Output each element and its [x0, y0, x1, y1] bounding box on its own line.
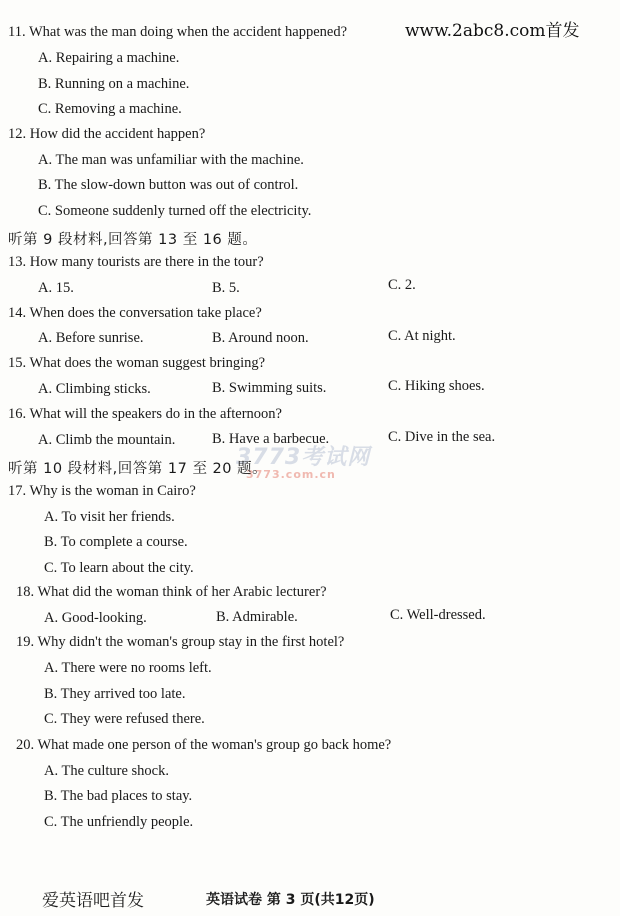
option-15b: B. Swimming suits.	[212, 380, 327, 396]
question-text: What was the man doing when the accident happened?	[28, 24, 348, 40]
question-number: 14.	[8, 305, 27, 321]
option-12b: B. The slow-down button was out of control.	[38, 177, 299, 193]
option-20b: B. The bad places to stay.	[44, 788, 193, 804]
option-17b: B. To complete a course.	[44, 534, 188, 550]
option-11b: B. Running on a machine.	[38, 76, 190, 92]
option-13c: C. 2.	[388, 277, 416, 293]
question-12	[8, 126, 205, 143]
question-number: 15.	[8, 355, 27, 371]
question-number: 18.	[16, 584, 35, 600]
option-16a: A. Climb the mountain.	[38, 432, 176, 448]
question-13	[8, 254, 264, 271]
question-14	[8, 305, 262, 322]
question-16	[8, 406, 282, 423]
option-16c: C. Dive in the sea.	[388, 429, 496, 445]
question-number: 13.	[8, 254, 27, 270]
section-heading-9: 听第 9 段材料,回答第 13 至 16 题。	[8, 232, 258, 248]
question-text: What did the woman think of her Arabic lecturer?	[37, 584, 327, 600]
option-16b: B. Have a barbecue.	[212, 431, 330, 447]
question-20	[16, 737, 391, 754]
question-15	[8, 355, 265, 372]
option-17a: A. To visit her friends.	[44, 509, 175, 525]
question-text: What will the speakers do in the afternoon?	[29, 406, 282, 422]
footer-source: 爱英语吧首发	[42, 891, 144, 911]
question-text: Why is the woman in Cairo?	[29, 483, 196, 499]
question-number: 20.	[16, 737, 35, 753]
option-14a: A. Before sunrise.	[38, 330, 144, 346]
option-17c: C. To learn about the city.	[44, 560, 194, 576]
question-text: When does the conversation take place?	[29, 305, 262, 321]
question-number: 11.	[8, 24, 26, 40]
brand-watermark-url: 3773.com.cn	[246, 468, 336, 481]
question-number: 19.	[16, 634, 35, 650]
option-18a: A. Good-looking.	[44, 610, 147, 626]
brand-watermark: 3773考试网	[236, 445, 371, 470]
option-14c: C. At night.	[388, 328, 456, 344]
question-18	[16, 584, 327, 601]
option-19a: A. There were no rooms left.	[44, 660, 212, 676]
option-13a: A. 15.	[38, 280, 74, 296]
option-14b: B. Around noon.	[212, 330, 309, 346]
question-text: What made one person of the woman's group go back home?	[37, 737, 392, 753]
option-20c: C. The unfriendly people.	[44, 814, 194, 830]
option-20a: A. The culture shock.	[44, 763, 169, 779]
option-12c: C. Someone suddenly turned off the electricity.	[38, 203, 312, 219]
section-heading-10: 听第 10 段材料,回答第 17 至 20 题。	[8, 461, 268, 477]
option-11c: C. Removing a machine.	[38, 101, 182, 117]
page-footer: 英语试卷 第 3 页(共12页)	[206, 892, 375, 908]
question-number: 16.	[8, 406, 27, 422]
option-11a: A. Repairing a machine.	[38, 50, 180, 66]
question-text: What does the woman suggest bringing?	[29, 355, 266, 371]
option-15c: C. Hiking shoes.	[388, 378, 485, 394]
question-number: 12.	[8, 126, 27, 142]
site-watermark: www.2abc8.com首发	[405, 21, 580, 41]
question-text: How did the accident happen?	[29, 126, 206, 142]
question-11	[8, 24, 347, 41]
option-18b: B. Admirable.	[216, 609, 298, 625]
question-text: Why didn't the woman's group stay in the first hotel?	[37, 634, 345, 650]
option-15a: A. Climbing sticks.	[38, 381, 151, 397]
option-19c: C. They were refused there.	[44, 711, 205, 727]
option-18c: C. Well-dressed.	[390, 607, 486, 623]
question-text: How many tourists are there in the tour?	[29, 254, 264, 270]
question-number: 17.	[8, 483, 27, 499]
option-12a: A. The man was unfamiliar with the machine.	[38, 152, 304, 168]
option-13b: B. 5.	[212, 280, 240, 296]
option-19b: B. They arrived too late.	[44, 686, 186, 702]
question-19	[16, 634, 344, 651]
question-17	[8, 483, 196, 500]
